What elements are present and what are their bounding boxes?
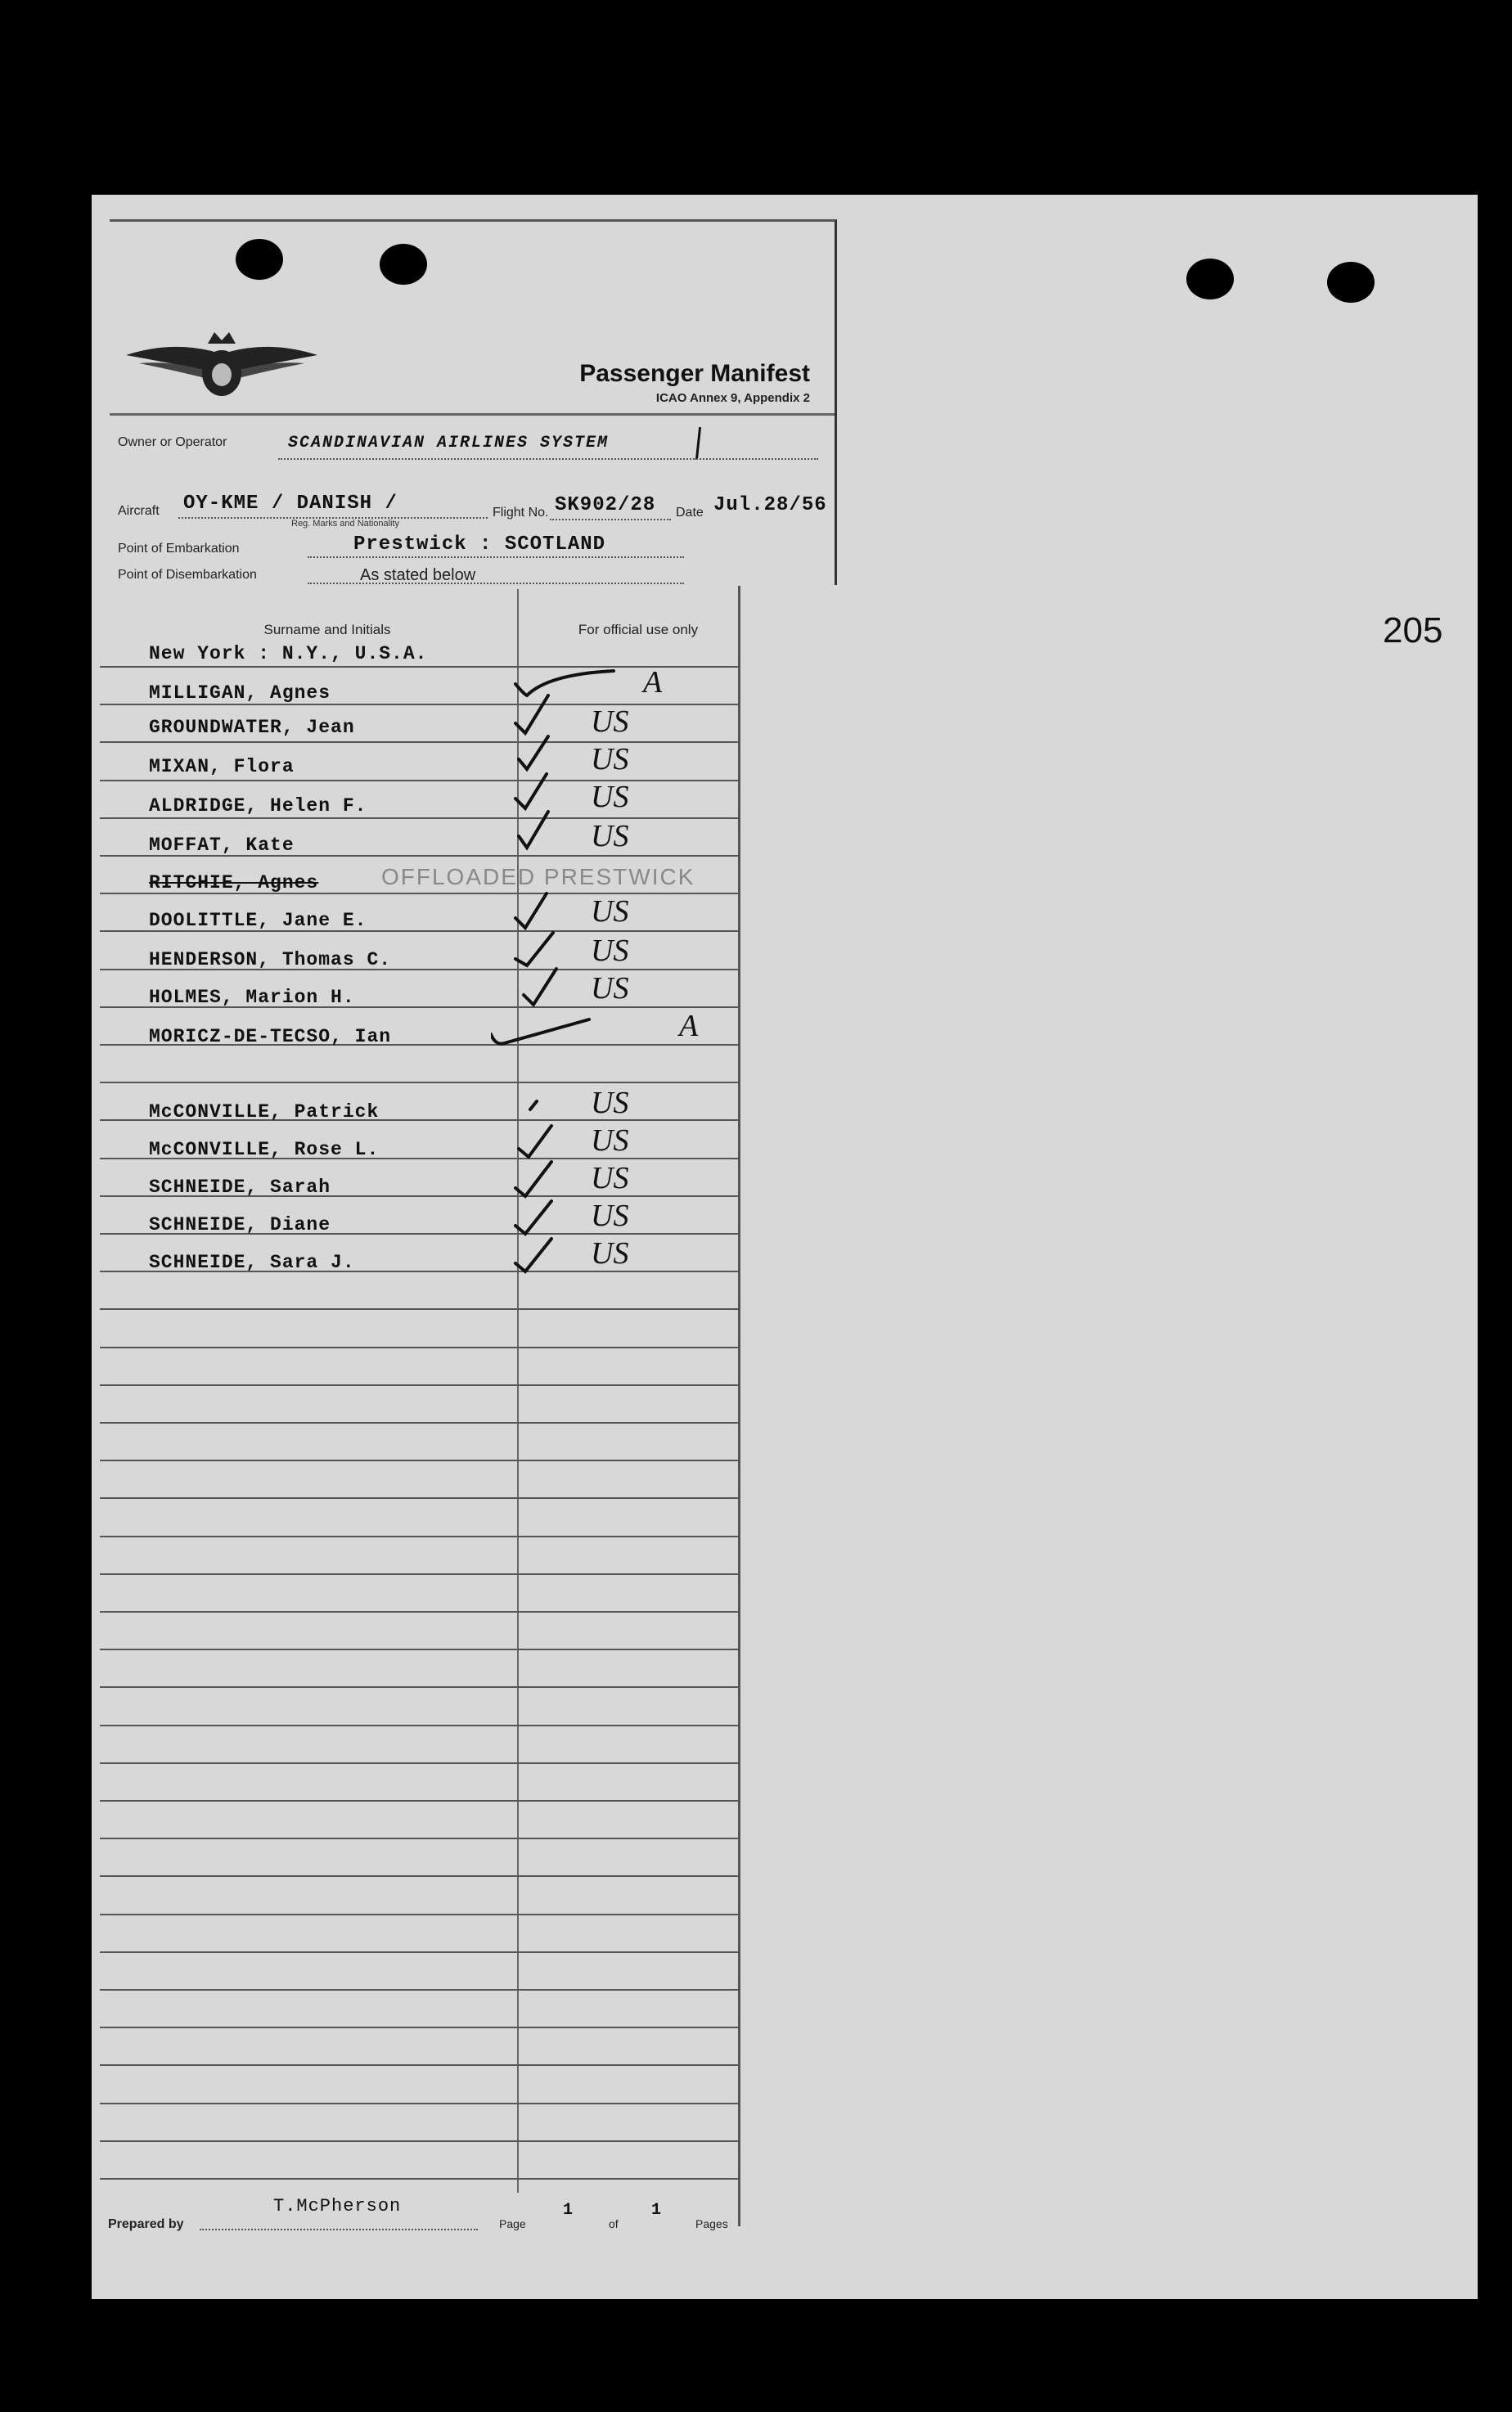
passenger-name-struck: RITCHIE, Agnes	[149, 872, 319, 893]
passenger-name: MILLIGAN, Agnes	[149, 682, 331, 704]
embarkation-value: Prestwick : SCOTLAND	[353, 533, 606, 556]
archive-page-number: 205	[1383, 610, 1443, 650]
check-marks	[491, 655, 736, 1293]
date-value: Jul.28/56	[713, 494, 827, 516]
table-rule	[100, 1497, 738, 1499]
official-mark: US	[591, 1236, 629, 1271]
table-rule	[100, 2064, 738, 2066]
manifest-subtitle: ICAO Annex 9, Appendix 2	[655, 391, 810, 405]
passenger-name: SCHNEIDE, Diane	[149, 1214, 331, 1235]
official-mark: US	[591, 1123, 629, 1158]
table-rule	[100, 1838, 738, 1839]
offloaded-stamp: OFFLOADED PRESTWICK	[381, 864, 695, 889]
punch-hole	[1327, 262, 1375, 303]
owner-label: Owner or Operator	[118, 435, 227, 449]
table-rule	[100, 1573, 738, 1575]
date-label: Date	[676, 506, 704, 520]
embarkation-line	[308, 556, 684, 558]
table-rule	[100, 2027, 738, 2028]
official-mark: US	[591, 894, 629, 929]
table-rule	[100, 1611, 738, 1613]
disembarkation-line	[308, 583, 684, 584]
table-rule	[100, 1914, 738, 1915]
airline-logo-icon	[123, 324, 321, 406]
passenger-name: SCHNEIDE, Sara J.	[149, 1252, 355, 1273]
official-mark: US	[591, 742, 629, 776]
check-mark-icon	[519, 812, 548, 848]
passenger-name: McCONVILLE, Patrick	[149, 1101, 380, 1123]
table-rule	[100, 1384, 738, 1386]
column-header-official: For official use only	[578, 622, 699, 637]
aircraft-label: Aircraft	[118, 504, 160, 518]
check-mark-icon	[519, 736, 548, 769]
manifest-title: Passenger Manifest	[579, 360, 810, 387]
table-rule	[100, 2103, 738, 2104]
disembarkation-label: Point of Disembarkation	[118, 568, 257, 582]
passenger-name: ALDRIDGE, Helen F.	[149, 795, 367, 817]
destination-heading: New York : N.Y., U.S.A.	[149, 643, 428, 664]
table-rule	[100, 1951, 738, 1953]
owner-line	[278, 458, 818, 460]
flight-line	[550, 519, 671, 520]
table-rule	[100, 1460, 738, 1461]
passenger-name: McCONVILLE, Rose L.	[149, 1139, 380, 1160]
check-mark-icon	[515, 1162, 551, 1196]
aircraft-line	[178, 517, 488, 519]
official-mark: US	[591, 704, 629, 739]
prepared-by-label: Prepared by	[108, 2217, 184, 2231]
check-mark-icon	[491, 1019, 589, 1044]
table-rule	[100, 1649, 738, 1650]
disembarkation-value: As stated below	[360, 566, 476, 584]
check-mark-icon	[515, 1201, 551, 1234]
passenger-name: MOFFAT, Kate	[149, 835, 295, 856]
table-rule	[100, 1725, 738, 1726]
aircraft-sublabel: Reg. Marks and Nationality	[291, 519, 400, 529]
check-mark-icon	[515, 695, 548, 733]
table-rule	[100, 1536, 738, 1537]
owner-value: SCANDINAVIAN AIRLINES SYSTEM	[288, 434, 610, 452]
prepared-by-line	[200, 2229, 478, 2230]
passenger-name: DOOLITTLE, Jane E.	[149, 910, 367, 931]
official-mark: US	[591, 1199, 629, 1233]
table-rule	[100, 1762, 738, 1764]
passenger-name: GROUNDWATER, Jean	[149, 717, 355, 738]
official-mark: A	[679, 1009, 699, 1043]
official-mark: US	[591, 819, 629, 853]
flight-value: SK902/28	[555, 494, 656, 516]
official-mark: US	[591, 1086, 629, 1120]
page-label: Page	[499, 2217, 526, 2230]
column-header-name: Surname and Initials	[263, 622, 391, 637]
table-rule	[100, 1422, 738, 1424]
passenger-name: HENDERSON, Thomas C.	[149, 949, 392, 970]
passenger-name: MORICZ-DE-TECSO, Ian	[149, 1026, 392, 1047]
table-rule	[100, 1686, 738, 1688]
passenger-name: SCHNEIDE, Sarah	[149, 1177, 331, 1198]
check-mark-icon	[515, 893, 547, 928]
of-label: of	[609, 2217, 619, 2230]
check-mark-icon	[515, 774, 547, 808]
page-value: 1	[563, 2201, 574, 2220]
check-mark-icon	[519, 1126, 551, 1157]
of-value: 1	[651, 2201, 663, 2220]
prepared-by-value: T.McPherson	[273, 2196, 402, 2216]
check-mark-icon	[515, 933, 553, 965]
embarkation-label: Point of Embarkation	[118, 542, 240, 556]
passenger-name: MIXAN, Flora	[149, 756, 295, 777]
table-rule	[100, 1989, 738, 1991]
table-rule	[100, 2140, 738, 2142]
header-divider	[110, 413, 835, 416]
passenger-name: HOLMES, Marion H.	[149, 987, 355, 1008]
pages-label: Pages	[695, 2217, 728, 2230]
official-mark: US	[591, 971, 629, 1006]
check-mark-icon	[530, 1101, 537, 1109]
official-mark: US	[591, 934, 629, 968]
check-mark-icon	[515, 1239, 551, 1271]
table-rule	[100, 1308, 738, 1310]
official-mark: US	[591, 1161, 629, 1195]
aircraft-value: OY-KME / DANISH /	[183, 493, 398, 515]
table-rule	[100, 1875, 738, 1877]
check-mark-icon	[515, 671, 614, 695]
table-rule	[100, 1800, 738, 1802]
official-mark: US	[591, 780, 629, 814]
flight-label: Flight No.	[493, 506, 549, 520]
check-mark-icon	[524, 969, 556, 1005]
table-rule	[100, 1347, 738, 1348]
table-rule	[100, 2178, 738, 2180]
official-mark: A	[643, 665, 663, 700]
punch-hole	[1186, 259, 1234, 299]
